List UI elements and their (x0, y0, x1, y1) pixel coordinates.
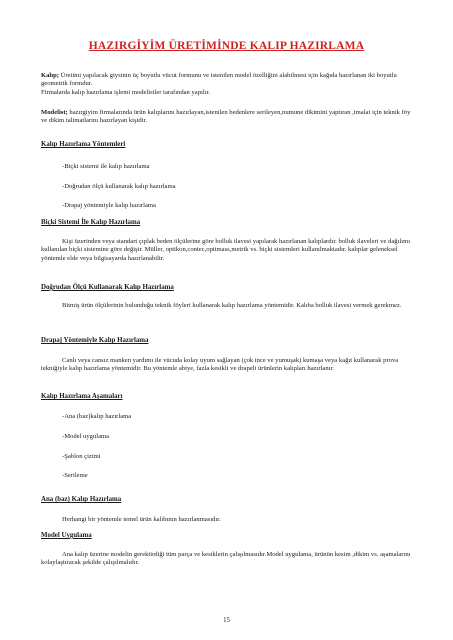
kalip-term: Kalıp; (41, 72, 59, 79)
kalip-definition (41, 72, 413, 97)
page-number: 15 (223, 617, 230, 624)
modelist-text: hazırgiyim firmalarında ürün kalıplarını hazırlayan,istenilen bedenlere serileyen,numune dikimini yaptıran ,imalat için teknik föy ve dikim talimatlarını hazırlayan kişidir. (41, 109, 411, 125)
modelist-term: Modelist; (41, 109, 68, 116)
heading-yontemler: Kalıp Hazırlama Yöntemleri (41, 141, 126, 148)
list-item: -Şablon çizimi (62, 453, 101, 460)
ana-paragraph: Herhangi bir yöntemle temel ürün kalıbının hazırlanmasıdır. (62, 516, 221, 523)
list-item: -Ana (baz)kalıp hazırlama (62, 413, 132, 420)
kalip-line2: Firmalarda kalıp hazırlama işlemi modelistler tarafından yapılır. (41, 88, 210, 96)
list-item: -Doğrudan ölçü kullanarak kalıp hazırlama (62, 183, 176, 190)
bicki-paragraph: Kişi üzerinden veya standart çıplak beden ölçülerine göre bolluk ilavesi yapılarak hazırlanan kalıplardır. bolluk ilaveleri ve dağılımı kullanılan biçki sistemine göre değişir. Müller, optikon,contec,optimass,metrik vs. biçki sistemleri kullanılmaktadır. kalıplar geleneksel yöntemle elde veya bilgisayarda hazırlanabilir. (41, 238, 411, 262)
list-item: -Drapaj yöntemiyle kalıp hazırlama (62, 202, 156, 209)
dogrudan-paragraph: Bitmiş ürün ölçülerinin bulunduğu teknik föyleri kullanarak kalıp hazırlama yöntemidir. Kalıba bolluk ilavesi vermek gerekmez. (62, 302, 402, 309)
heading-asamalar: Kalıp Hazırlama Aşamaları (41, 393, 123, 400)
list-item: -Model uygulama (62, 433, 110, 440)
heading-model: Model Uygulama (41, 532, 92, 539)
model-paragraph: Ana kalıp üzerine modelin gerektirdiği tüm parça ve kesiklerin çalışılmasıdır.Model uygulama, ürünün kesim ,dikim vs. aşamalarını kolaylaştıracak şekilde çalışılmalıdır. (41, 551, 411, 567)
heading-bicki: Biçki Sistemi İle Kalıp Hazırlama (41, 219, 141, 226)
heading-dogrudan: Doğrudan Ölçü Kullanarak Kalıp Hazırlama (41, 284, 174, 291)
heading-drapaj: Drapaj Yöntemiyle Kalıp Hazırlama (41, 337, 149, 344)
list-item: -Serileme (62, 472, 88, 479)
list-item: -Biçki sistemi ile kalıp hazırlama (62, 163, 150, 170)
page-title: HAZIRGİYİM ÜRETİMİNDE KALIP HAZIRLAMA (88, 40, 365, 52)
heading-ana: Ana (baz) Kalıp Hazırlama (41, 496, 122, 503)
modelist-definition (41, 109, 413, 126)
kalip-text: Üretimi yapılacak giysinin üç boyutlu vücut formunu ve istenilen model özelliğini alabilmesi için kağıda hazırlanan iki boyutlu geometrik formdur. (41, 72, 397, 88)
drapaj-paragraph: Canlı veya cansız manken yardımı ile vücuda kolay uyum sağlayan (çok ince ve yumuşak) kumaşa veya kağıt kullanarak prova tekniğiyle kalıp hazırlama yöntemidir. Bu yöntemle abiye, fazla kesikli ve drapeli ürünlerin kalıpları hazırlanır. (41, 357, 399, 373)
